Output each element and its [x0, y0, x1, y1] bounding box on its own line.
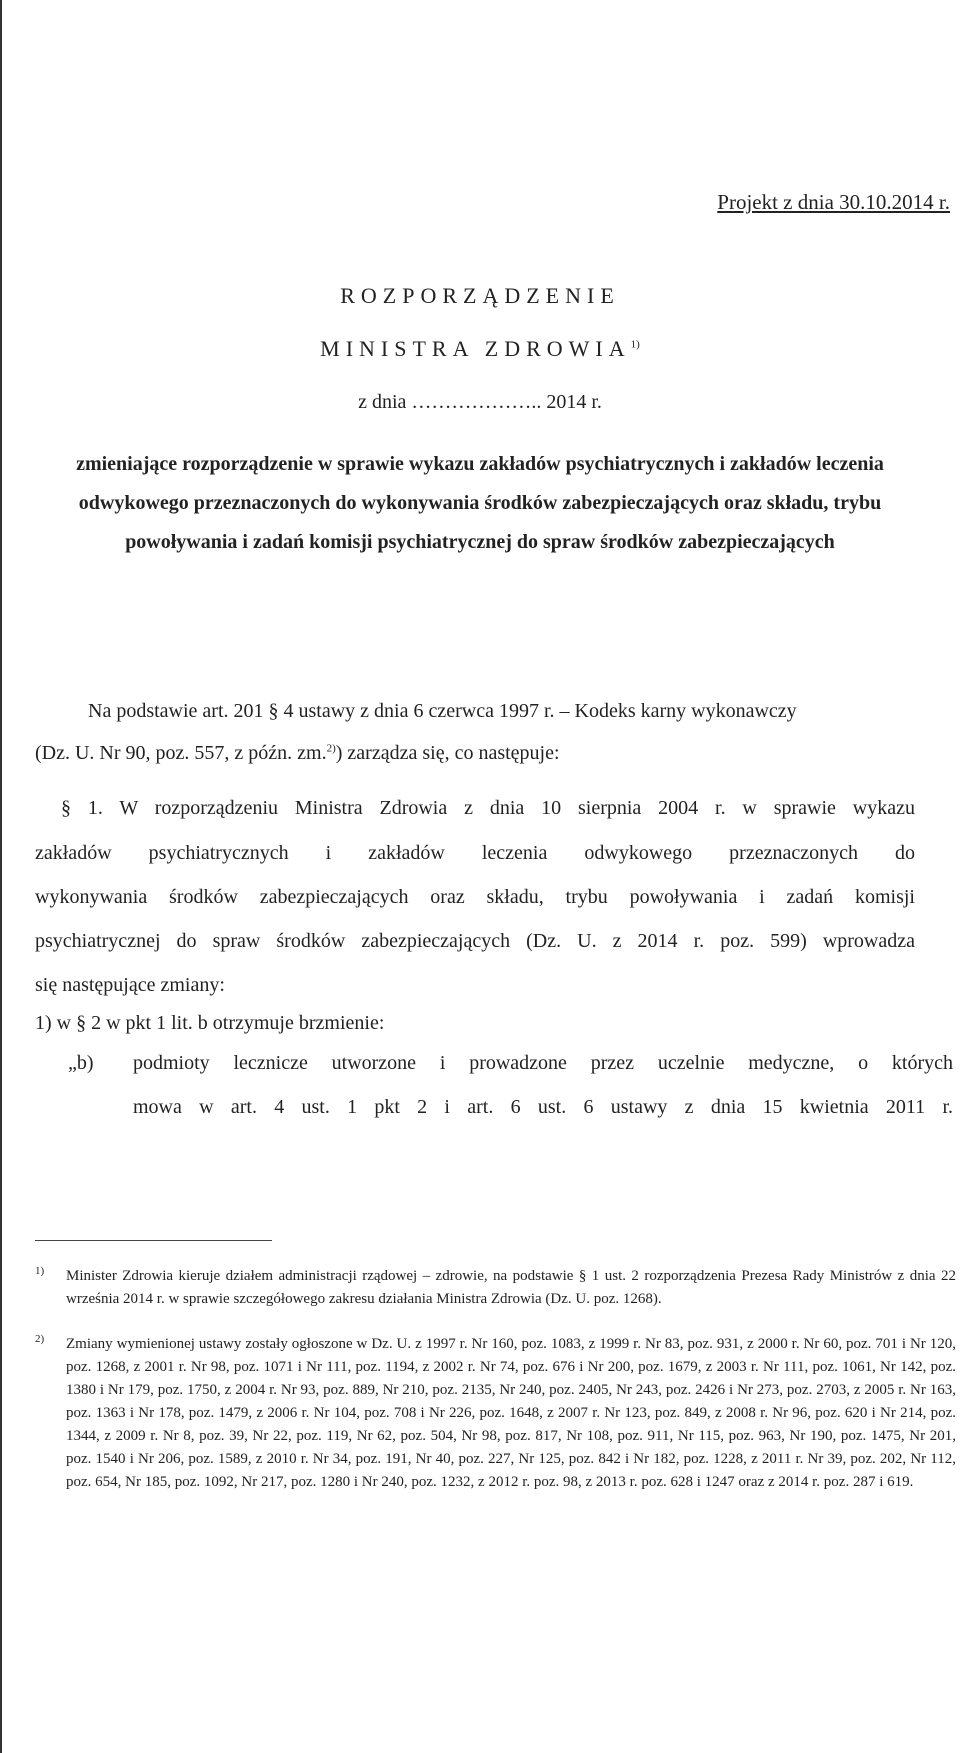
section-1-line-1: § 1. W rozporządzeniu Ministra Zdrowia z dnia 10 sierpnia 2004 r. w sprawie wykazu — [61, 797, 915, 819]
section-1-line-5: się następujące zmiany: — [35, 974, 225, 996]
footnote-1-mark: 1) — [35, 1265, 45, 1277]
amendment-point-1: 1) w § 2 w pkt 1 lit. b otrzymuje brzmienie: — [35, 1012, 385, 1034]
footnote-ref-2: 2) — [326, 742, 336, 755]
section-1-line-3: wykonywania środków zabezpieczających oraz składu, trybu powoływania i zadań komisji — [35, 886, 915, 908]
preamble-enactment: ) zarządza się, co następuje: — [335, 742, 560, 764]
section-1-line-4: psychiatrycznej do spraw środków zabezpieczających (Dz. U. z 2014 r. poz. 599) wprowadza — [35, 930, 915, 952]
amendment-text-line-1: podmioty lecznicze utworzone i prowadzone przez uczelnie medyczne, o których — [133, 1052, 953, 1074]
document-issuer — [0, 336, 960, 362]
issuer-text: MINISTRA ZDROWIA — [320, 336, 631, 361]
footnote-separator — [35, 1240, 272, 1241]
quote-mark: „b) — [68, 1052, 94, 1074]
footnote-2-mark: 2) — [35, 1333, 45, 1345]
footnote-ref-1: 1) — [630, 338, 640, 351]
draft-date: Projekt z dnia 30.10.2014 r. — [717, 190, 950, 214]
amendment-text-line-2: mowa w art. 4 ust. 1 pkt 2 i art. 6 ust. 6 ustawy z dnia 15 kwietnia 2011 r. — [133, 1096, 953, 1118]
page-left-edge — [0, 0, 2, 1753]
document-date: z dnia ……………….. 2014 r. — [358, 391, 602, 413]
preamble-citation: (Dz. U. Nr 90, poz. 557, z późn. zm. — [35, 742, 327, 764]
footnote-1-text: Minister Zdrowia kieruje działem administracji rządowej – zdrowie, na podstawie § 1 ust. 2 rozporządzenia Prezesa Rady Ministrów z dnia 22 września 2014 r. w sprawie szczegółowego zakresu działania Ministra Zdrowia (Dz. U. poz. 1268). — [66, 1268, 956, 1307]
footnote-2-text: Zmiany wymienionej ustawy zostały ogłoszone w Dz. U. z 1997 r. Nr 160, poz. 1083, z 1999 r. Nr 83, poz. 931, z 2000 r. Nr 60, poz. 701 i Nr 120, poz. 1268, z 2001 r. Nr 98, poz. 1071 i Nr 111, poz. 1194, z 2002 r. Nr 74, poz. 676 i Nr 200, poz. 1679, z 2003 r. Nr 111, poz. 1061, Nr 142, poz. 1380 i Nr 179, poz. 1750, z 2004 r. Nr 93, poz. 889, Nr 210, poz. 2135, Nr 240, poz. 2405, Nr 243, poz. 2426 i Nr 273, poz. 2703, z 2005 r. Nr 163, poz. 1363 i Nr 178, poz. 1479, z 2006 r. Nr 104, poz. 708 i Nr 226, poz. 1648, z 2007 r. Nr 123, poz. 849, z 2008 r. Nr 96, poz. 620 i Nr 214, poz. 1344, z 2009 r. Nr 8, poz. 39, Nr 22, poz. 119, Nr 62, poz. 504, Nr 98, poz. 817, Nr 108, poz. 911, Nr 115, poz. 963, Nr 190, poz. 1475, Nr 201, poz. 1540 i Nr 206, poz. 1589, z 2010 r. Nr 34, poz. 191, Nr 40, poz. 227, Nr 125, poz. 842 i Nr 182, poz. 1228, z 2011 r. Nr 39, poz. 202, Nr 112, poz. 654, Nr 185, poz. 1092, Nr 217, poz. 1280 i Nr 240, poz. 1232, z 2012 r. poz. 98, z 2013 r. poz. 628 i 1247 oraz z 2014 r. poz. 287 i 619. — [66, 1336, 956, 1490]
section-1-line-2: zakładów psychiatrycznych i zakładów leczenia odwykowego przeznaczonych do — [35, 842, 915, 864]
document-title: ROZPORZĄDZENIE — [340, 283, 620, 308]
preamble-line-2 — [35, 742, 560, 765]
document-subject: zmieniające rozporządzenie w sprawie wykazu zakładów psychiatrycznych i zakładów leczenia odwykowego przeznaczonych do wykonywania środków zabezpieczających oraz składu, trybu powoływania i zadań komisji psychiatrycznej do spraw środków zabezpieczających — [76, 453, 884, 553]
preamble-line-1: Na podstawie art. 201 § 4 ustawy z dnia 6 czerwca 1997 r. – Kodeks karny wykonawczy — [88, 700, 797, 722]
